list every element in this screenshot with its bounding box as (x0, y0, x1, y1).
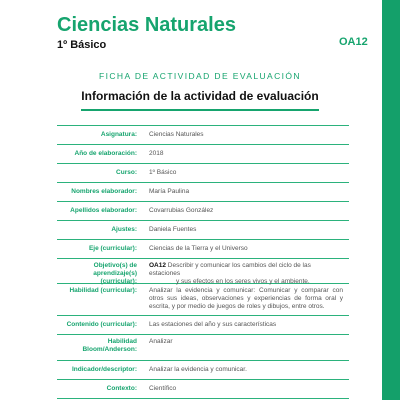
table-row (57, 221, 349, 240)
table-row (57, 361, 349, 380)
table-row (57, 164, 349, 183)
row-label: Objetivo(s) de aprendizaje(s) (curricular): (93, 262, 137, 285)
table-row (57, 145, 349, 164)
row-label: Habilidad (curricular): (69, 287, 137, 294)
table-row (57, 183, 349, 202)
row-value: Ciencias de la Tierra y el Universo (149, 245, 248, 252)
objective-text: Describir y comunicar los cambios del ciclo de las estaciones (149, 262, 311, 277)
page-title: Ciencias Naturales (57, 14, 236, 36)
row-value: María Paulina (149, 188, 190, 195)
section-kicker: FICHA DE ACTIVIDAD DE EVALUACIÓN (99, 71, 301, 81)
green-sidebar (382, 0, 400, 400)
table-row (57, 284, 349, 316)
objective-text-continued: y sus efectos en los seres vivos y el ambiente. (176, 278, 310, 285)
row-value: Covarrubias González (149, 207, 214, 214)
grade-subtitle: 1º Básico (57, 39, 107, 51)
table-row (57, 126, 349, 145)
section-heading: Información de la actividad de evaluación (81, 89, 319, 103)
row-value: Las estaciones del año y sus características (149, 321, 277, 328)
row-label: Habilidad Bloom/Anderson: (82, 338, 137, 353)
objective-code-inline: OA12 (149, 262, 166, 269)
table-row (57, 316, 349, 335)
row-value (137, 262, 349, 283)
row-value: Ciencias Naturales (149, 131, 204, 138)
table-row (57, 380, 349, 399)
row-value: Analizar la evidencia y comunicar. (149, 366, 247, 373)
row-label: Nombres elaborador: (71, 188, 137, 195)
row-label: Eje (curricular): (88, 245, 137, 252)
heading-underline (81, 109, 319, 111)
row-value: Científico (149, 385, 177, 392)
row-value: Analizar (149, 338, 173, 345)
row-label: Indicador/descriptor: (71, 366, 137, 373)
row-label: Apellidos elaborador: (70, 207, 137, 214)
row-value: Daniela Fuentes (149, 226, 197, 233)
row-label: Año de elaboración: (74, 150, 137, 157)
row-label: Asignatura: (100, 131, 137, 138)
table-row (57, 335, 349, 361)
row-label: Contexto: (106, 385, 137, 392)
row-value: Analizar la evidencia y comunicar: Comunicar y comparar con otros sus ideas, observaciones y experiencias de forma oral y escrita, y por medio de juegos de roles y dibujos, entre otros. (149, 287, 343, 310)
objective-code: OA12 (339, 36, 368, 48)
row-label: Ajustes: (111, 226, 137, 233)
row-value: 2018 (149, 150, 164, 157)
row-value: 1º Básico (149, 169, 177, 176)
table-row (57, 259, 349, 284)
row-label: Curso: (116, 169, 137, 176)
row-label: Contenido (curricular): (66, 321, 137, 328)
info-table (57, 125, 349, 399)
table-row (57, 240, 349, 259)
table-row (57, 202, 349, 221)
